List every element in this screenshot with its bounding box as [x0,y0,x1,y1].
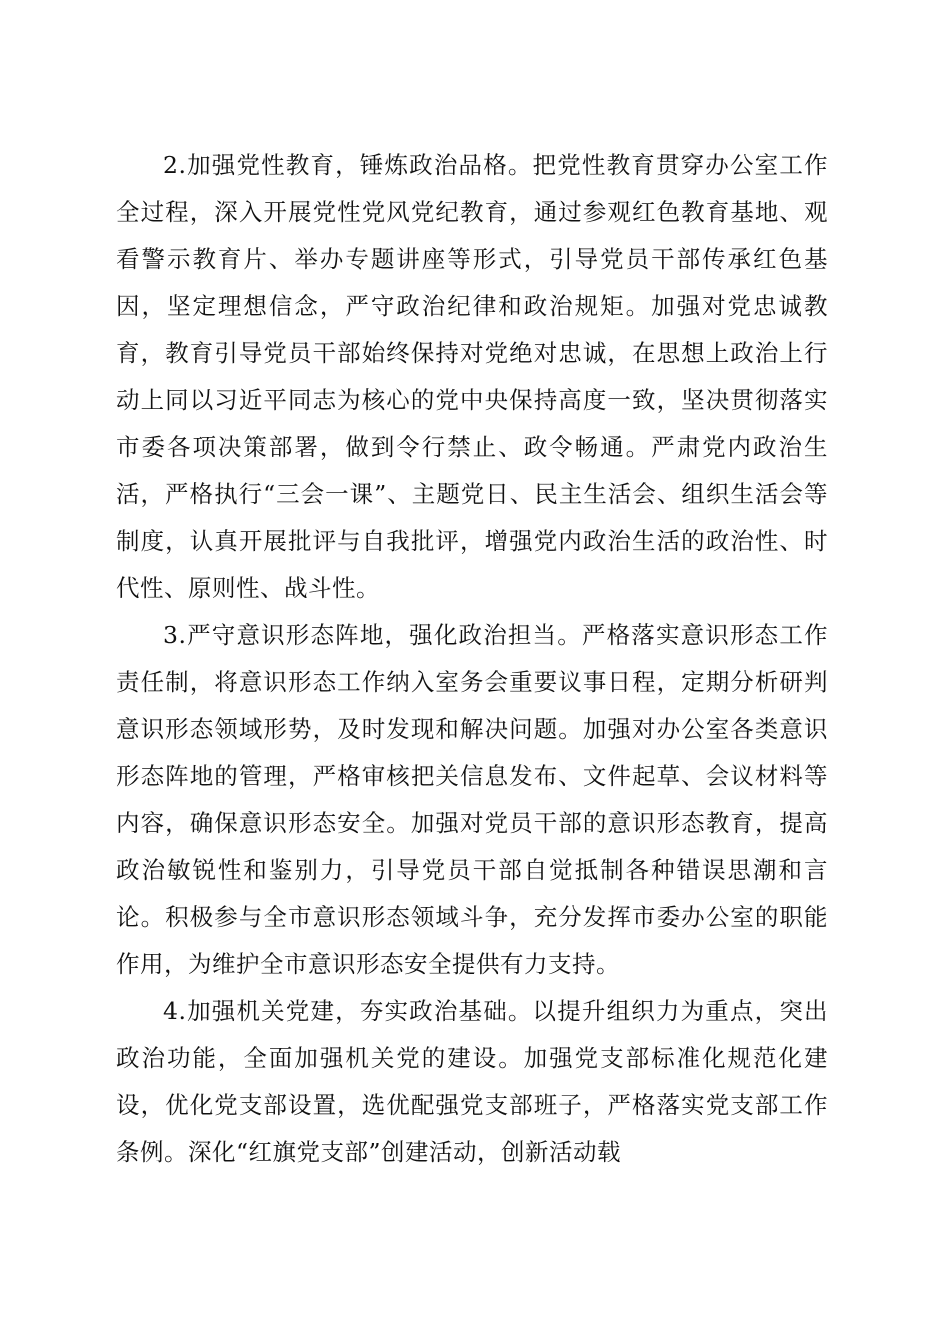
paragraph-ideology-front: 3.严守意识形态阵地，强化政治担当。严格落实意识形态工作责任制，将意识形态工作纳入室务会重要议事日程，定期分析研判意识形态领域形势，及时发现和解决问题。加强对办公室各类意识形态阵地的管理，严格审核把关信息发布、文件起草、会议材料等内容，确保意识形态安全。加强对党员干部的意识形态教育，提高政治敏锐性和鉴别力，引导党员干部自觉抵制各种错误思潮和言论。积极参与全市意识形态领域斗争，充分发挥市委办公室的职能作用，为维护全市意识形态安全提供有力支持。 [116,621,828,978]
document-body [116,142,828,1176]
paragraph-party-spirit-education: 2.加强党性教育，锤炼政治品格。把党性教育贯穿办公室工作全过程，深入开展党性党风党纪教育，通过参观红色教育基地、观看警示教育片、举办专题讲座等形式，引导党员干部传承红色基因，坚定理想信念，严守政治纪律和政治规矩。加强对党忠诚教育，教育引导党员干部始终保持对党绝对忠诚，在思想上政治上行动上同以习近平同志为核心的党中央保持高度一致，坚决贯彻落实市委各项决策部署，做到令行禁止、政令畅通。严肃党内政治生活，严格执行“三会一课”、主题党日、民主生活会、组织生活会等制度，认真开展批评与自我批评，增强党内政治生活的政治性、时代性、原则性、战斗性。 [116,151,828,602]
paragraph-organ-party-building: 4.加强机关党建，夯实政治基础。以提升组织力为重点，突出政治功能，全面加强机关党的建设。加强党支部标准化规范化建设，优化党支部设置，选优配强党支部班子，严格落实党支部工作条例。深化“红旗党支部”创建活动，创新活动载 [116,997,828,1166]
